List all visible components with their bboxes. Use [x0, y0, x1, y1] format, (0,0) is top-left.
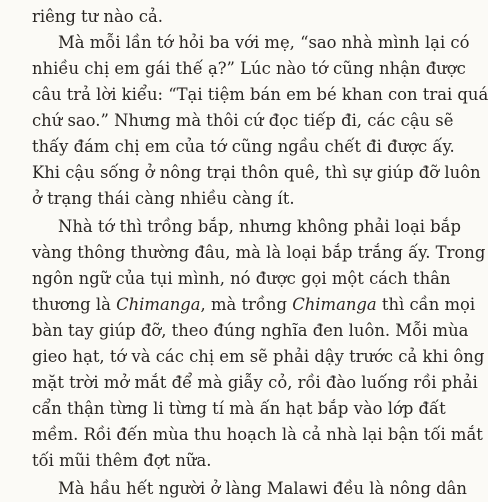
italic-term: Chimanga	[292, 295, 377, 314]
text-fragment: Nhà tớ thì trồng bắp, nhưng không phải loại bắp	[58, 217, 461, 236]
text-line	[32, 370, 478, 396]
text-fragment: , mà trồng	[200, 295, 293, 314]
text-line	[32, 4, 368, 30]
italic-term: Chimanga	[116, 295, 201, 314]
text-fragment: riêng tư nào cả.	[32, 7, 163, 26]
text-fragment: mặt trời mở mắt để mà giẫy cỏ, rồi đào luống rồi phải	[32, 373, 478, 392]
text-fragment: thấy đám chị em của tớ cũng ngầu chết đi được ấy.	[32, 137, 455, 156]
text-line	[32, 240, 486, 266]
text-line	[32, 344, 485, 370]
text-fragment: vàng thông thường đâu, mà là loại bắp trắng ấy. Trong	[32, 243, 486, 262]
text-line	[32, 396, 446, 422]
text-line	[32, 82, 488, 108]
text-line	[32, 108, 454, 134]
text-fragment: Mà mỗi lần tớ hỏi ba với mẹ, “sao nhà mình lại có	[58, 33, 470, 52]
text-fragment: ở trạng thái càng nhiều càng ít.	[32, 189, 295, 208]
text-fragment: mềm. Rồi đến mùa thu hoạch là cả nhà lại bận tối mắt	[32, 425, 483, 444]
text-line	[32, 214, 461, 240]
text-line	[32, 266, 451, 292]
text-line	[32, 422, 483, 448]
text-line	[32, 186, 368, 212]
text-fragment: nhiều chị em gái thế ạ?” Lúc nào tớ cũng nhận được	[32, 59, 466, 78]
text-fragment: tối mũi thêm đợt nữa.	[32, 451, 212, 470]
text-line	[32, 476, 467, 502]
text-line	[32, 318, 469, 344]
text-line	[32, 134, 455, 160]
text-fragment: ngôn ngữ của tụi mình, nó được gọi một cách thân	[32, 269, 451, 288]
text-fragment: thương là	[32, 295, 117, 314]
text-fragment: Mà hầu hết người ở làng Malawi đều là nông dân	[58, 479, 467, 498]
text-line	[32, 448, 368, 474]
text-fragment: câu trả lời kiểu: “Tại tiệm bán em bé khan con trai quá	[32, 85, 488, 104]
text-fragment: thì cần mọi	[376, 295, 476, 314]
text-line	[32, 30, 470, 56]
text-fragment: cẩn thận từng li từng tí mà ấn hạt bắp vào lớp đất	[32, 399, 446, 418]
text-fragment: Khi cậu sống ở nông trại thôn quê, thì sự giúp đỡ luôn	[32, 163, 481, 182]
text-line	[32, 160, 481, 186]
text-fragment: chứ sao.” Nhưng mà thôi cứ đọc tiếp đi, các cậu sẽ	[32, 111, 454, 130]
text-line	[32, 56, 466, 82]
text-line	[32, 292, 476, 318]
text-fragment: gieo hạt, tớ và các chị em sẽ phải dậy trước cả khi ông	[32, 347, 485, 366]
text-fragment: bàn tay giúp đỡ, theo đúng nghĩa đen luôn. Mỗi mùa	[32, 321, 469, 340]
